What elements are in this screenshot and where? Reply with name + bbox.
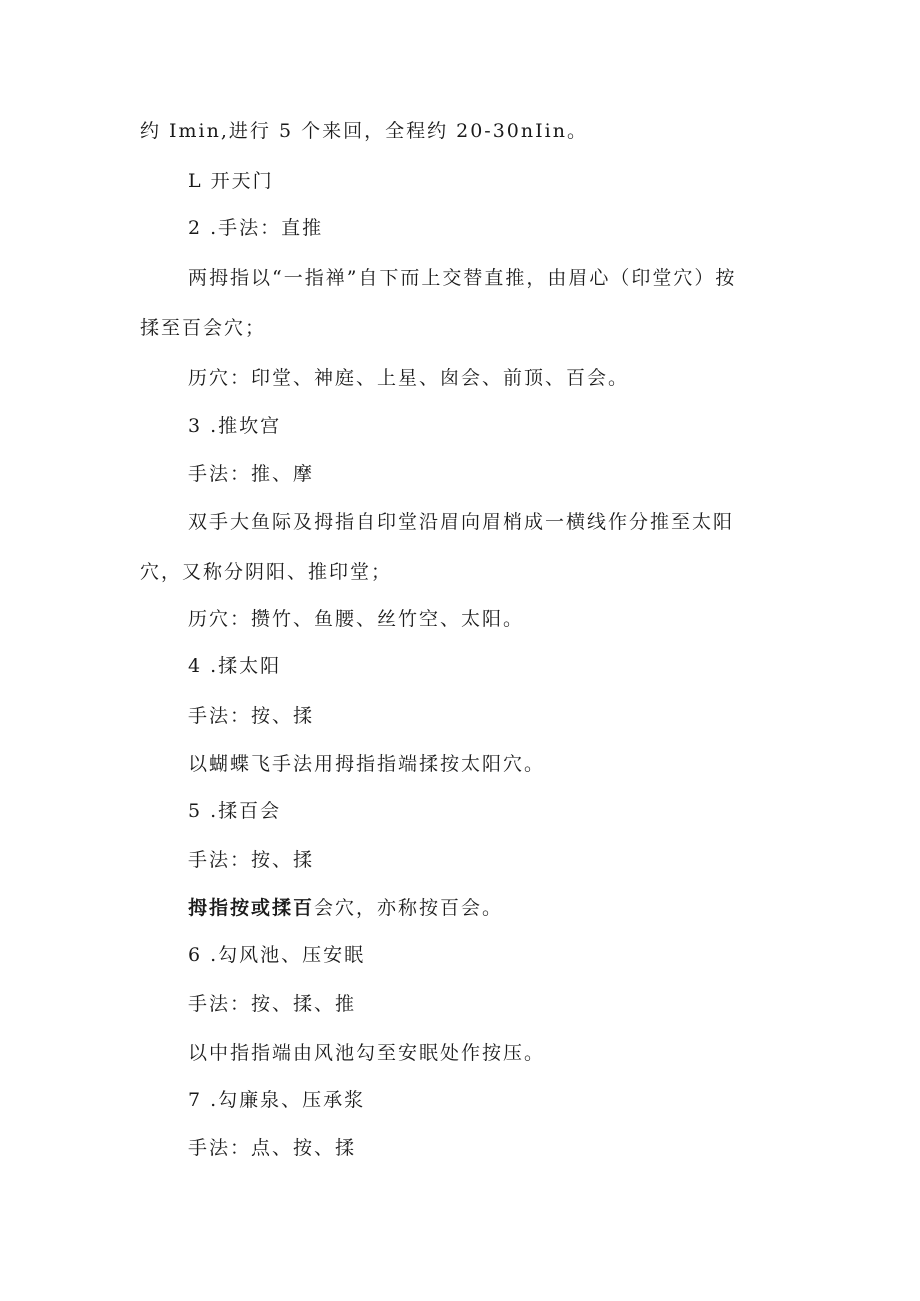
- technique-line: 手法：按、揉: [188, 849, 315, 871]
- paragraph-line: [188, 896, 503, 920]
- item-4-heading: 4 .揉太阳: [188, 655, 282, 677]
- acupoints-line: 历穴：攒竹、鱼腰、丝竹空、太阳。: [188, 608, 525, 630]
- paragraph-line: 以蝴蝶飞手法用拇指指端揉按太阳穴。: [188, 753, 546, 775]
- item-5-heading: 5 .揉百会: [188, 800, 282, 822]
- paragraph-line: 以中指指端由风池勾至安眠处作按压。: [188, 1042, 546, 1064]
- technique-line: 手法：推、摩: [188, 463, 315, 485]
- technique-line: 手法：按、揉、推: [188, 993, 357, 1015]
- technique-line: 手法：按、揉: [188, 705, 315, 727]
- paragraph-line: 双手大鱼际及拇指自印堂沿眉向眉梢成一横线作分推至太阳: [188, 511, 735, 533]
- technique-line: 手法：点、按、揉: [188, 1137, 357, 1159]
- item-3-heading: 3 .推坎宫: [188, 415, 282, 437]
- paragraph-line: 穴，又称分阴阳、推印堂；: [140, 561, 393, 583]
- item-1-heading: L 开天门: [188, 170, 274, 192]
- item-6-heading: 6 .勾风池、压安眠: [188, 944, 366, 966]
- paragraph-line: 两拇指以“一指禅”自下而上交替直推，由眉心（印堂穴）按: [188, 267, 737, 289]
- acupoints-line: 历穴：印堂、神庭、上星、囱会、前顶、百会。: [188, 367, 630, 389]
- regular-text: 会穴，亦称按百会。: [314, 897, 504, 919]
- bold-text: 拇指按或揉百: [188, 897, 315, 919]
- item-2-technique: 2 .手法：直推: [188, 217, 324, 239]
- paragraph-line: 揉至百会穴；: [140, 317, 267, 339]
- text-line-duration: 约 Imin,进行 5 个来回，全程约 20-30nIin。: [140, 120, 588, 142]
- item-7-heading: 7 .勾廉泉、压承浆: [188, 1089, 366, 1111]
